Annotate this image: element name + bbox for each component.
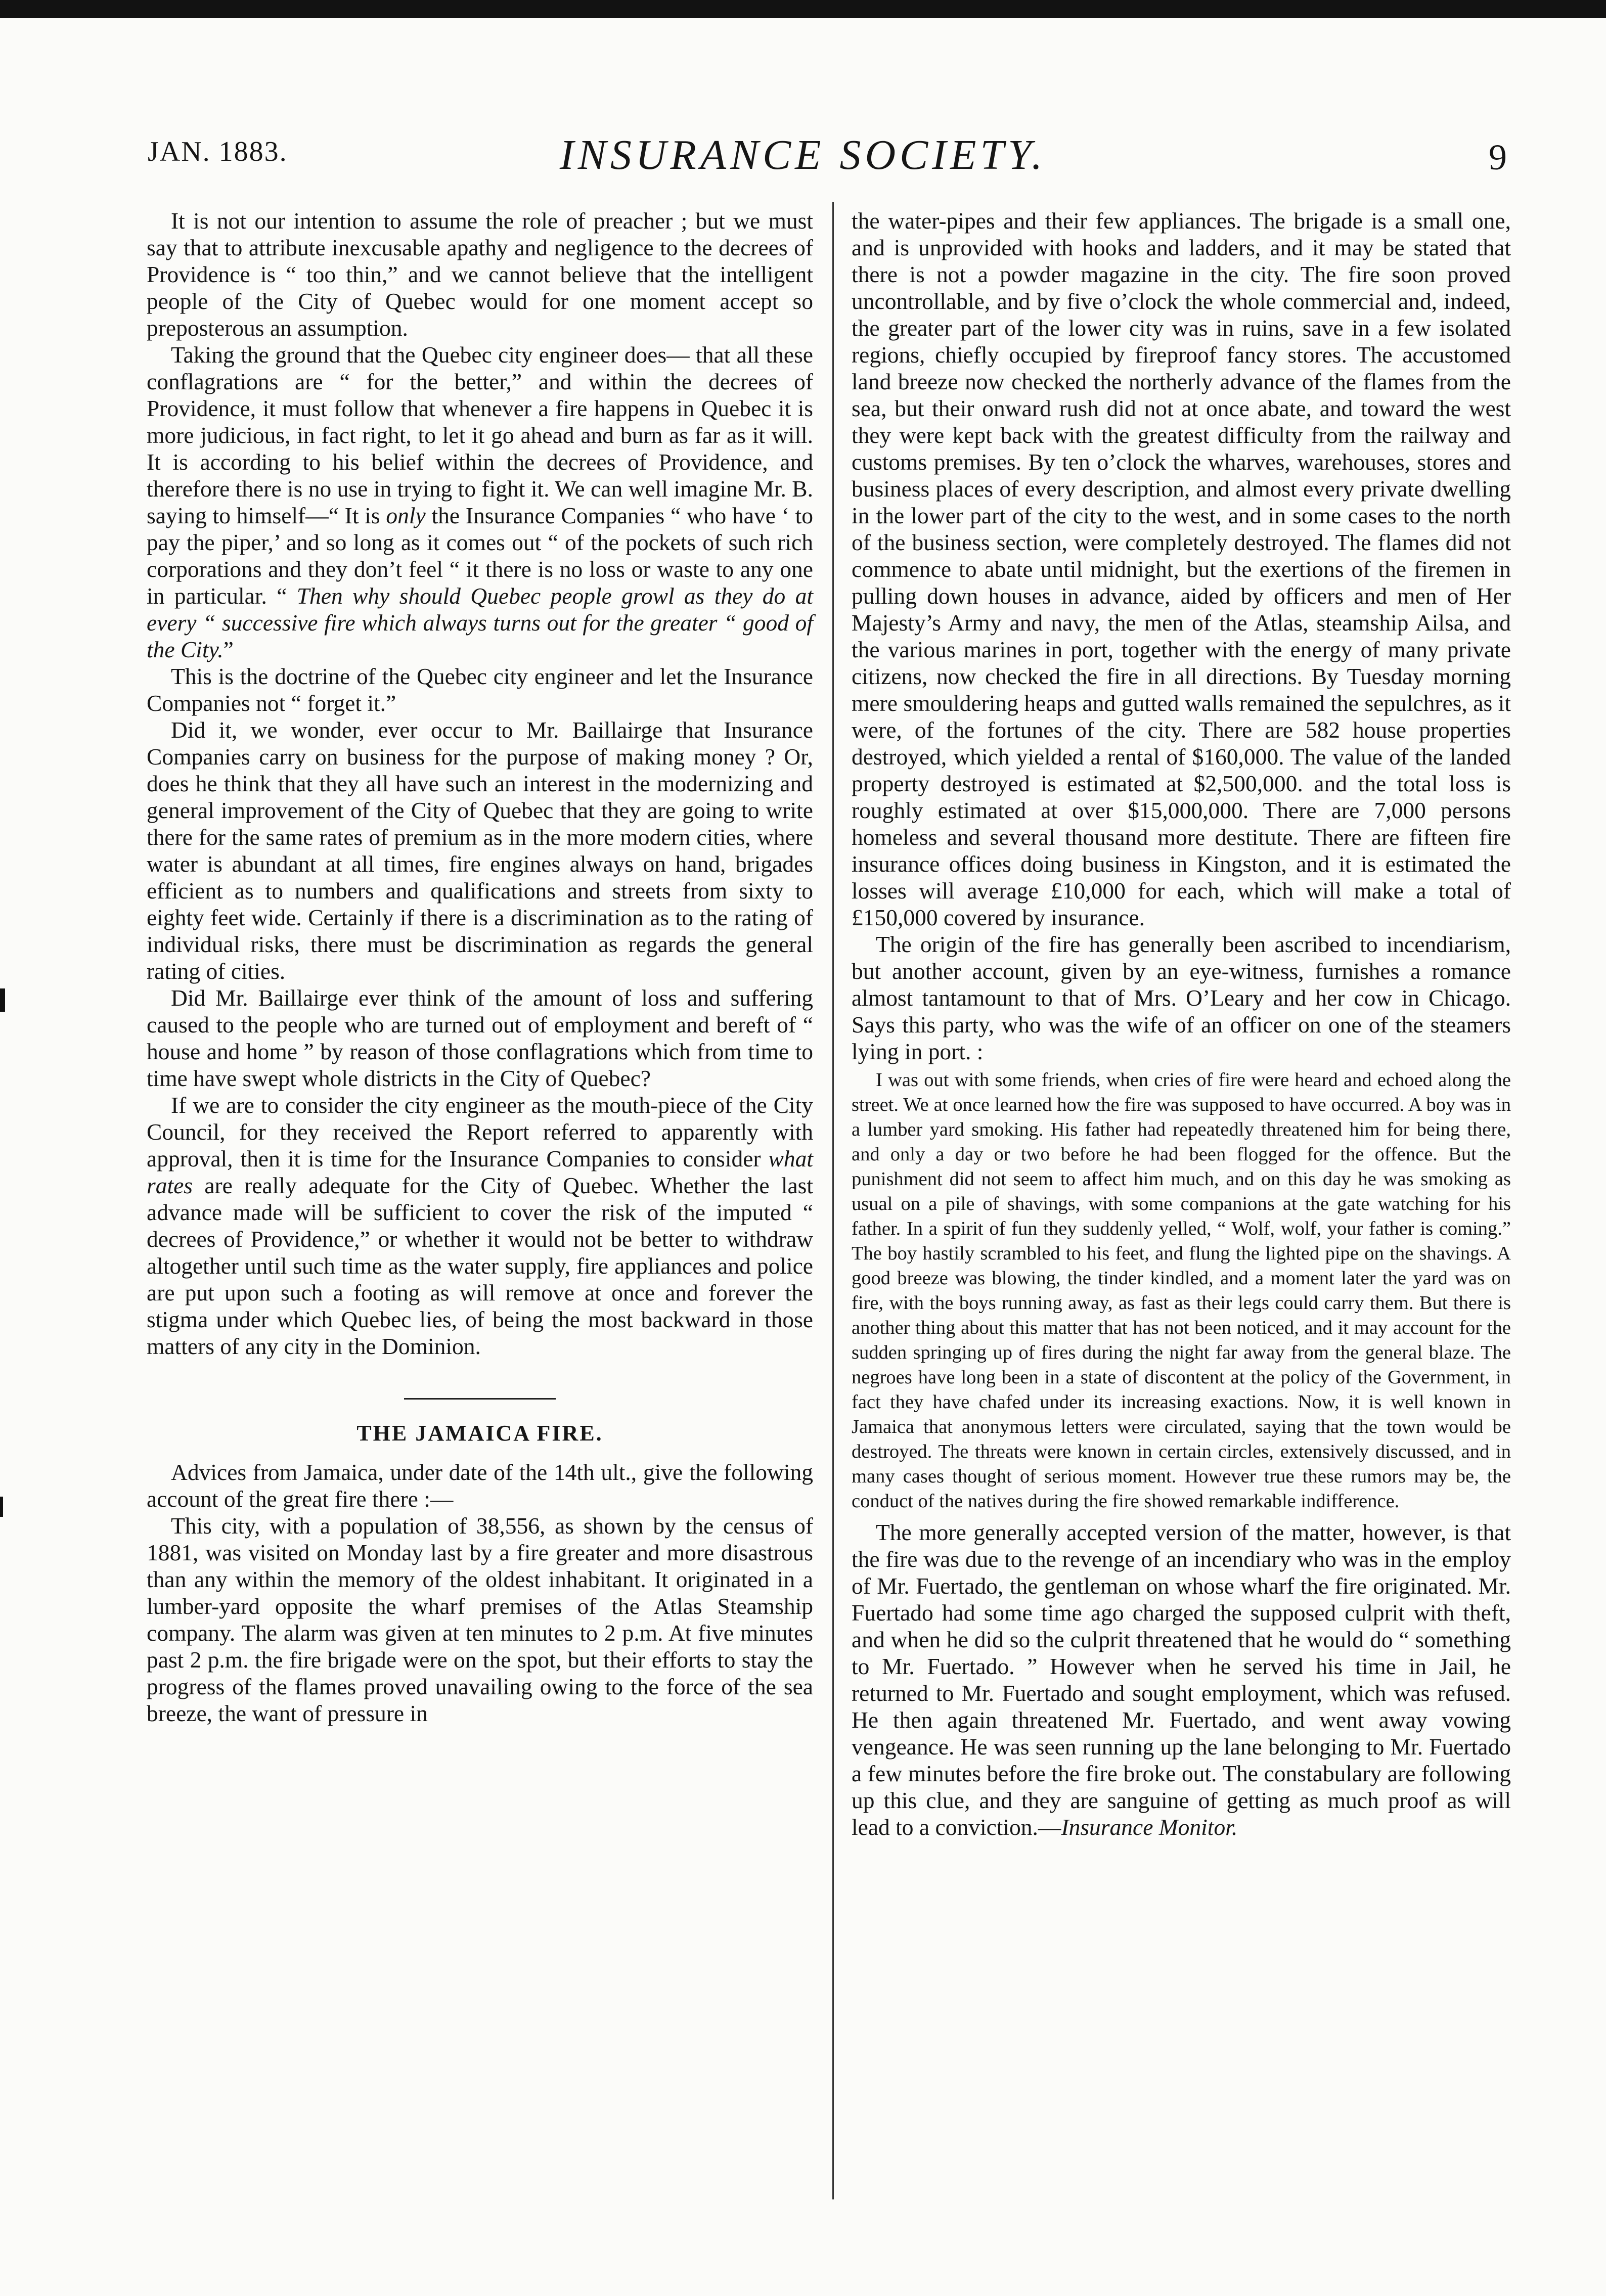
paragraph: It is not our intention to assume the role of preacher ; but we must say that to attribute inexcusable apathy and negligence to the decrees of Providence is “ too thin,” and we cannot believe that the intelligent people of the City of Quebec would for one moment accept so preposterous an assumption. [147, 208, 813, 341]
column-divider [832, 202, 834, 2199]
paragraph: Advices from Jamaica, under date of the 14th ult., give the following account of the great fire there :— [147, 1459, 813, 1512]
binding-mark [0, 1497, 3, 1517]
paragraph: The origin of the fire has generally been ascribed to incendiarism, but another account, given by an eye-witness, furnishes a romance almost tantamount to that of Mrs. O’Leary and her cow in Chicago. Says this party, who was the wife of an officer on one of the steamers lying in port. : [852, 931, 1511, 1064]
page-header [0, 126, 1606, 187]
paragraph: This is the doctrine of the Quebec city engineer and let the Insurance Companies not “ forget it.” [147, 663, 813, 716]
eyewitness-quote: I was out with some friends, when cries of fire were heard and echoed along the street. We at once learned how the fire was supposed to have occurred. A boy was in a lumber yard smoking. His father had repeatedly threatened him for being there, and only a day or two before he had been flogged for the offence. But the punishment did not seem to affect him much, and on this day he was smoking as usual on a pile of shavings, with some companions at the gate watching for his father. In a spirit of fun they suddenly yelled, “ Wolf, wolf, your father is coming.” The boy hastily scrambled to his feet, and flung the lighted pipe on the shavings. A good breeze was blowing, the tinder kindled, and a moment later the yard was on fire, with the boys running away, as fast as their legs could carry them. But there is another thing about this matter that has not been noticed, and it may account for the sudden springing up of fires during the night far away from the general blaze. The negroes have long been in a state of discontent at the policy of the Government, in fact they have chafed under its increasing exactions. Now, it is well known in Jamaica that anonymous letters were circulated, saying that the town would be destroyed. The threats were known in certain circles, extensively discussed, and in many cases thought of serious moment. However true these rumors may be, the conduct of the natives during the fire showed remarkable indifference. [852, 1069, 1511, 1512]
right-column [852, 207, 1511, 1840]
page-number: 9 [1489, 137, 1507, 177]
paragraph: Taking the ground that the Quebec city engineer does— that all these conflagrations are “ for the better,” and within the decrees of Providence, it must follow that whenever a fire happens in Quebec it is more judicious, in fact right, to let it go ahead and burn as far as it will. It is according to his belief within the decrees of Providence, and therefore there is no use in trying to fight it. We can well imagine Mr. B. saying to himself—“ It is only the Insurance Companies “ who have ‘ to pay the piper,’ and so long as it comes out “ of the pockets of such rich corporations and they don’t feel “ it there is no loss or waste to any one in particular. “ Then why should Quebec people growl as they do at every “ successive fire which always turns out for the greater “ good of the City.” [147, 342, 814, 662]
section-separator [404, 1398, 556, 1400]
paragraph: If we are to consider the city engineer as the mouth-piece of the City Council, for they received the Report referred to apparently with approval, then it is time for the Insurance Companies to consider what rates are really adequate for the City of Quebec. Whether the last advance made will be sufficient to cover the risk of the imputed “ decrees of Providence,” or whether it would not be better to withdraw altogether until such time as the water supply, fire appliances and police are put upon such a footing as will remove at once and forever the stigma under which Quebec lies, of being the most backward in those matters of any city in the Dominion. [147, 1092, 814, 1359]
publication-title: INSURANCE SOCIETY. [559, 131, 1047, 178]
section-title: THE JAMAICA FIRE. [356, 1421, 603, 1446]
issue-date: JAN. 1883. [148, 136, 288, 167]
paragraph: The more generally accepted version of the matter, however, is that the fire was due to the revenge of an incendiary who was in the employ of Mr. Fuertado, the gentleman on whose wharf the fire originated. Mr. Fuertado had some time ago charged the supposed culprit with theft, and when he did so the culprit threatened that he would do “ something to Mr. Fuertado. ” However when he served his time in Jail, he returned to Mr. Fuertado and sought employment, which was refused. He then again threatened Mr. Fuertado, and went away vowing vengeance. He was seen running up the lane belonging to Mr. Fuertado a few minutes before the fire broke out. The constabulary are following up this clue, and they are sanguine of getting as much proof as will lead to a conviction.—Insurance Monitor. [852, 1519, 1511, 1840]
source-citation: Insurance Monitor. [1061, 1814, 1238, 1840]
paragraph: Did Mr. Baillairge ever think of the amount of loss and suffering caused to the people who are turned out of employment and bereft of “ house and home ” by reason of those conflagrations which from time to time have swept whole districts in the City of Quebec? [147, 985, 813, 1091]
page-top-edge [0, 0, 1606, 18]
left-column [147, 207, 813, 1727]
paragraph: the water-pipes and their few appliances. The brigade is a small one, and is unprovided with hooks and ladders, and it may be stated that there is not a powder magazine in the city. The fire soon proved uncontrollable, and by five o’clock the whole commercial and, indeed, the greater part of the lower city was in ruins, save in a few isolated regions, chiefly occupied by fireproof fancy stores. The accustomed land breeze now checked the northerly advance of the flames from the sea, but their onward rush did not at once abate, and toward the west they were kept back with the greatest difficulty from the railway and customs premises. By ten o’clock the wharves, warehouses, stores and business places of every description, and almost every private dwelling in the lower part of the city to the west, and in some cases to the north of the business section, were completely destroyed. The flames did not commence to abate until midnight, but the exertions of the firemen in pulling down houses in advance, aided by officers and men of Her Majesty’s Army and navy, the men of the Atlas, steamship Ailsa, and the various marines in port, together with the energy of many private citizens, now checked the fire in all directions. By Tuesday morning mere smouldering heaps and gutted walls remained the sepulchres, as it were, of the fortunes of the city. There are 582 house properties destroyed, which yielded a rental of $160,000. The value of the landed property destroyed is estimated at $2,500,000. and the total loss is roughly estimated at over $15,000,000. There are 7,000 persons homeless and several thousand more destitute. There are fifteen fire insurance offices doing business in Kingston, and it is estimated the losses will average £10,000 for each, which will make a total of £150,000 covered by insurance. [852, 208, 1511, 930]
paragraph: This city, with a population of 38,556, as shown by the census of 1881, was visited on Monday last by a fire greater and more disastrous than any within the memory of the oldest inhabitant. It originated in a lumber-yard opposite the wharf premises of the Atlas Steamship company. The alarm was given at ten minutes to 2 p.m. At five minutes past 2 p.m. the fire brigade were on the spot, but their efforts to stay the progress of the flames proved unavailing owing to the force of the sea breeze, the want of pressure in [147, 1513, 813, 1726]
paragraph: Did it, we wonder, ever occur to Mr. Baillairge that Insurance Companies carry on business for the purpose of making money ? Or, does he think that they all have such an interest in the modernizing and general improvement of the City of Quebec that they are going to write there for the same rates of premium as in the more modern cities, where water is abundant at all times, fire engines always on hand, brigades efficient as to numbers and qualifications and streets from sixty to eighty feet wide. Certainly if there is a discrimination as to the rating of individual risks, there must be discrimination as regards the general rating of cities. [147, 717, 813, 984]
binding-mark [0, 988, 5, 1012]
